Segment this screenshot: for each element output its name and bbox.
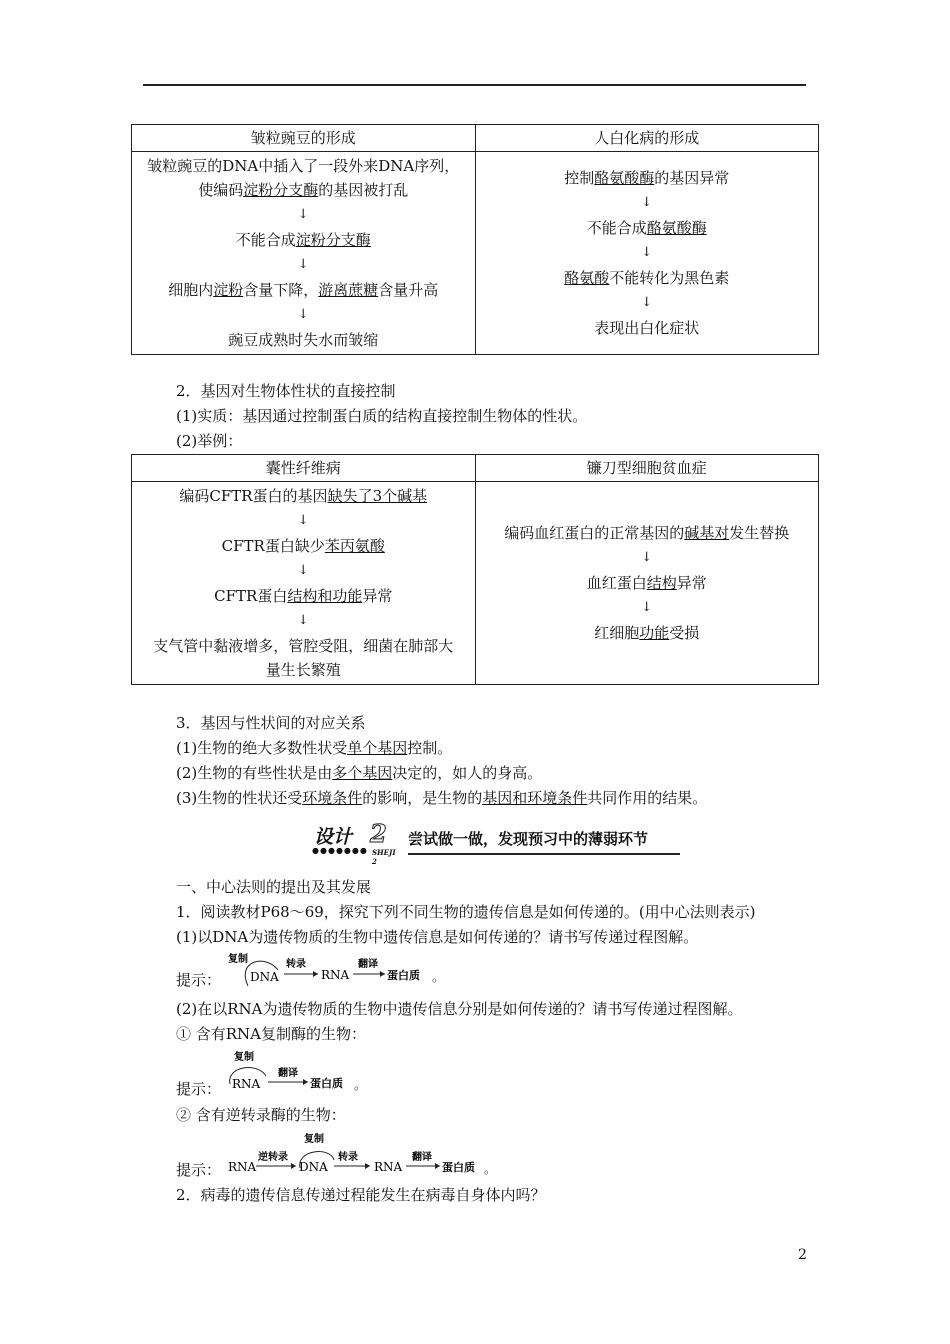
table2-left-line1: 编码CFTR蛋白的基因缺失了3个碱基	[179, 487, 428, 505]
table1-left-line2: 不能合成淀粉分支酶	[235, 231, 371, 249]
label-transcribe: 转录	[338, 1152, 358, 1163]
label-rna-2: RNA	[374, 1160, 403, 1174]
table2-header-left: 囊性纤维病	[132, 455, 476, 482]
arrowhead-icon	[303, 1079, 308, 1085]
table1-right-cell	[475, 152, 819, 355]
logo-subtitle: SHEJI 2	[372, 848, 396, 866]
question-1b: (2)在以RNA为遗传物质的生物中遗传信息分别是如何传递的？请书写传递过程图解。	[176, 1000, 743, 1018]
section2-p2: (2)举例：	[176, 432, 243, 450]
hint-label-1: 提示：	[176, 971, 222, 989]
table1-left-line1a: 皱粒豌豆的DNA中插入了一段外来DNA序列，	[147, 157, 460, 175]
table1-left-line1b: 使编码淀粉分支酶的基因被打乱	[198, 181, 409, 199]
question-1: 1．阅读教材P68～69，探究下列不同生物的遗传信息是如何传递的。(用中心法则表示)	[176, 903, 756, 921]
table-cf-sickle	[131, 454, 819, 685]
label-translate: 翻译	[358, 959, 378, 970]
table2-left-line4a: 支气管中黏液增多，管腔受阻，细菌在肺部大	[153, 637, 454, 655]
page-number: 2	[798, 1247, 807, 1263]
label-protein: 蛋白质	[387, 969, 420, 982]
diagram-rna-replicase	[222, 1046, 372, 1096]
down-arrow-icon: ↓	[297, 513, 309, 528]
header-rule	[143, 84, 806, 86]
table2-header-right: 镰刀型细胞贫血症	[475, 455, 819, 482]
label-dna: DNA	[299, 1160, 328, 1174]
period: 。	[354, 1078, 367, 1092]
arrowhead-icon	[435, 1163, 440, 1169]
hint-label-3: 提示：	[176, 1161, 222, 1179]
design-logo	[308, 819, 400, 866]
part1-heading: 一、中心法则的提出及其发展	[176, 878, 372, 896]
label-rna: RNA	[228, 1160, 257, 1174]
arrowhead-icon	[380, 971, 385, 977]
section3-p2: (2)生物的有些性状是由多个基因决定的，如人的身高。	[176, 764, 543, 782]
table2-left-line4b: 量生长繁殖	[265, 661, 341, 679]
question-1a: (1)以DNA为遗传物质的生物中遗传信息是如何传递的？请书写传递过程图解。	[176, 928, 699, 946]
section2-p1: (1)实质：基因通过控制蛋白质的结构直接控制生物体的性状。	[176, 407, 588, 425]
table2-left-line3: CFTR蛋白结构和功能异常	[214, 587, 393, 605]
down-arrow-icon: ↓	[641, 550, 653, 565]
banner-title: 尝试做一做，发现预习中的薄弱环节	[408, 830, 649, 848]
period: 。	[484, 1162, 497, 1176]
question-1b2: ② 含有逆转录酶的生物：	[176, 1106, 346, 1124]
question-1b1: ① 含有RNA复制酶的生物：	[176, 1025, 367, 1043]
label-rna: RNA	[232, 1077, 261, 1091]
down-arrow-icon: ↓	[641, 600, 653, 615]
label-protein: 蛋白质	[442, 1161, 475, 1174]
label-copy: 复制	[304, 1134, 324, 1145]
down-arrow-icon: ↓	[297, 207, 309, 222]
dots-icon: ●●●●●●●	[312, 846, 368, 855]
banner-underline	[408, 853, 680, 855]
section2-heading: 2．基因对生物体性状的直接控制	[176, 382, 396, 400]
label-copy: 复制	[234, 1052, 254, 1063]
section-banner	[308, 819, 680, 866]
table2-left-line2: CFTR蛋白缺少苯丙氨酸	[221, 537, 385, 555]
label-transcribe: 转录	[286, 959, 306, 970]
table1-right-line4: 表现出白化症状	[594, 319, 700, 337]
table1-right-line2: 不能合成酪氨酸酶	[586, 219, 707, 237]
table1-header-right: 人白化病的形成	[475, 125, 819, 152]
down-arrow-icon: ↓	[641, 295, 653, 310]
section3-heading: 3．基因与性状间的对应关系	[176, 714, 366, 732]
logo-number: 2	[370, 819, 387, 848]
arrowhead-icon	[313, 971, 318, 977]
table2-right-line3: 红细胞功能受损	[594, 624, 700, 642]
logo-text: 设计	[314, 826, 353, 848]
table1-right-line3: 酪氨酸不能转化为黑色素	[564, 269, 730, 287]
down-arrow-icon: ↓	[641, 195, 653, 210]
table2-right-cell	[475, 482, 819, 685]
table1-left-cell	[132, 152, 476, 355]
period: 。	[432, 970, 445, 984]
section3-p3: (3)生物的性状还受环境条件的影响，是生物的基因和环境条件共同作用的结果。	[176, 789, 708, 807]
arrowhead-icon	[365, 1163, 370, 1169]
label-translate: 翻译	[278, 1068, 298, 1079]
arrowhead-icon	[291, 1163, 296, 1169]
table1-left-line3: 细胞内淀粉含量下降，游离蔗糖含量升高	[168, 281, 439, 299]
label-copy: 复制	[228, 954, 248, 965]
label-rna: RNA	[321, 968, 350, 982]
down-arrow-icon: ↓	[297, 257, 309, 272]
diagram-reverse-transcriptase	[226, 1128, 516, 1180]
hint-label-2: 提示：	[176, 1080, 222, 1098]
label-translate: 翻译	[412, 1152, 432, 1163]
diagram-dna-flow	[222, 950, 445, 994]
table1-right-line1: 控制酪氨酸酶的基因异常	[564, 169, 730, 187]
question-2: 2．病毒的遗传信息传递过程能发生在病毒自身体内吗？	[176, 1186, 546, 1204]
table1-header-left: 皱粒豌豆的形成	[132, 125, 476, 152]
table2-right-line1: 编码血红蛋白的正常基因的碱基对发生替换	[504, 524, 790, 542]
table-pea-albinism	[131, 124, 819, 355]
down-arrow-icon: ↓	[297, 307, 309, 322]
label-reverse: 逆转录	[258, 1152, 288, 1163]
label-dna: DNA	[250, 970, 279, 984]
down-arrow-icon: ↓	[297, 563, 309, 578]
label-protein: 蛋白质	[310, 1077, 343, 1090]
down-arrow-icon: ↓	[297, 613, 309, 628]
table2-right-line2: 血红蛋白结构异常	[586, 574, 707, 592]
section3-p1: (1)生物的绝大多数性状受单个基因控制。	[176, 739, 453, 757]
table1-left-line4: 豌豆成熟时失水而皱缩	[228, 331, 379, 349]
table2-left-cell	[132, 482, 476, 685]
down-arrow-icon: ↓	[641, 245, 653, 260]
